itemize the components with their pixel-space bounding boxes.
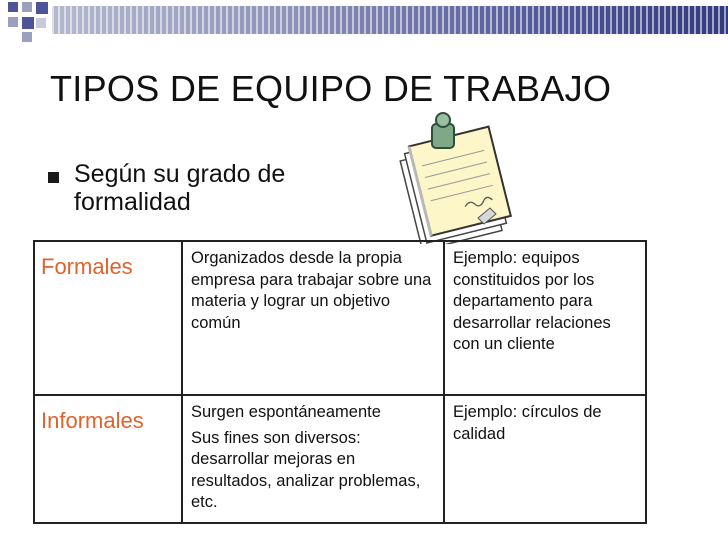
description-cell <box>182 241 444 395</box>
square-bullet-icon <box>48 172 59 183</box>
example-cell: Ejemplo: equipos constituidos por los departamento para desarrollar relaciones con un cliente <box>444 241 646 395</box>
clipboard-notes-icon <box>392 108 520 244</box>
decor-square <box>22 32 32 42</box>
table-row <box>34 395 646 523</box>
description-text: Sus fines son diversos: desarrollar mejoras en resultados, analizar problemas, etc. <box>191 428 421 511</box>
team-types-table <box>33 240 647 524</box>
description-text: Surgen espontáneamente <box>191 403 381 421</box>
category-cell: Formales <box>34 241 182 395</box>
decorative-header-band <box>0 0 728 40</box>
decor-square <box>22 2 32 12</box>
decor-square <box>8 2 18 12</box>
category-cell: Informales <box>34 395 182 523</box>
decorative-stripes <box>52 6 728 34</box>
decor-square <box>8 17 18 27</box>
decor-square <box>36 18 46 28</box>
description-cell <box>182 395 444 523</box>
decor-square <box>22 17 34 29</box>
bullet-text: Según su grado de formalidad <box>74 160 286 216</box>
example-cell: Ejemplo: círculos de calidad <box>444 395 646 523</box>
decor-square <box>36 2 48 14</box>
table-row <box>34 241 646 395</box>
slide-title: TIPOS DE EQUIPO DE TRABAJO <box>50 68 612 109</box>
description-text: Organizados desde la propia empresa para trabajar sobre una materia y lograr un objetivo común <box>191 249 432 332</box>
decorative-squares <box>0 0 50 45</box>
